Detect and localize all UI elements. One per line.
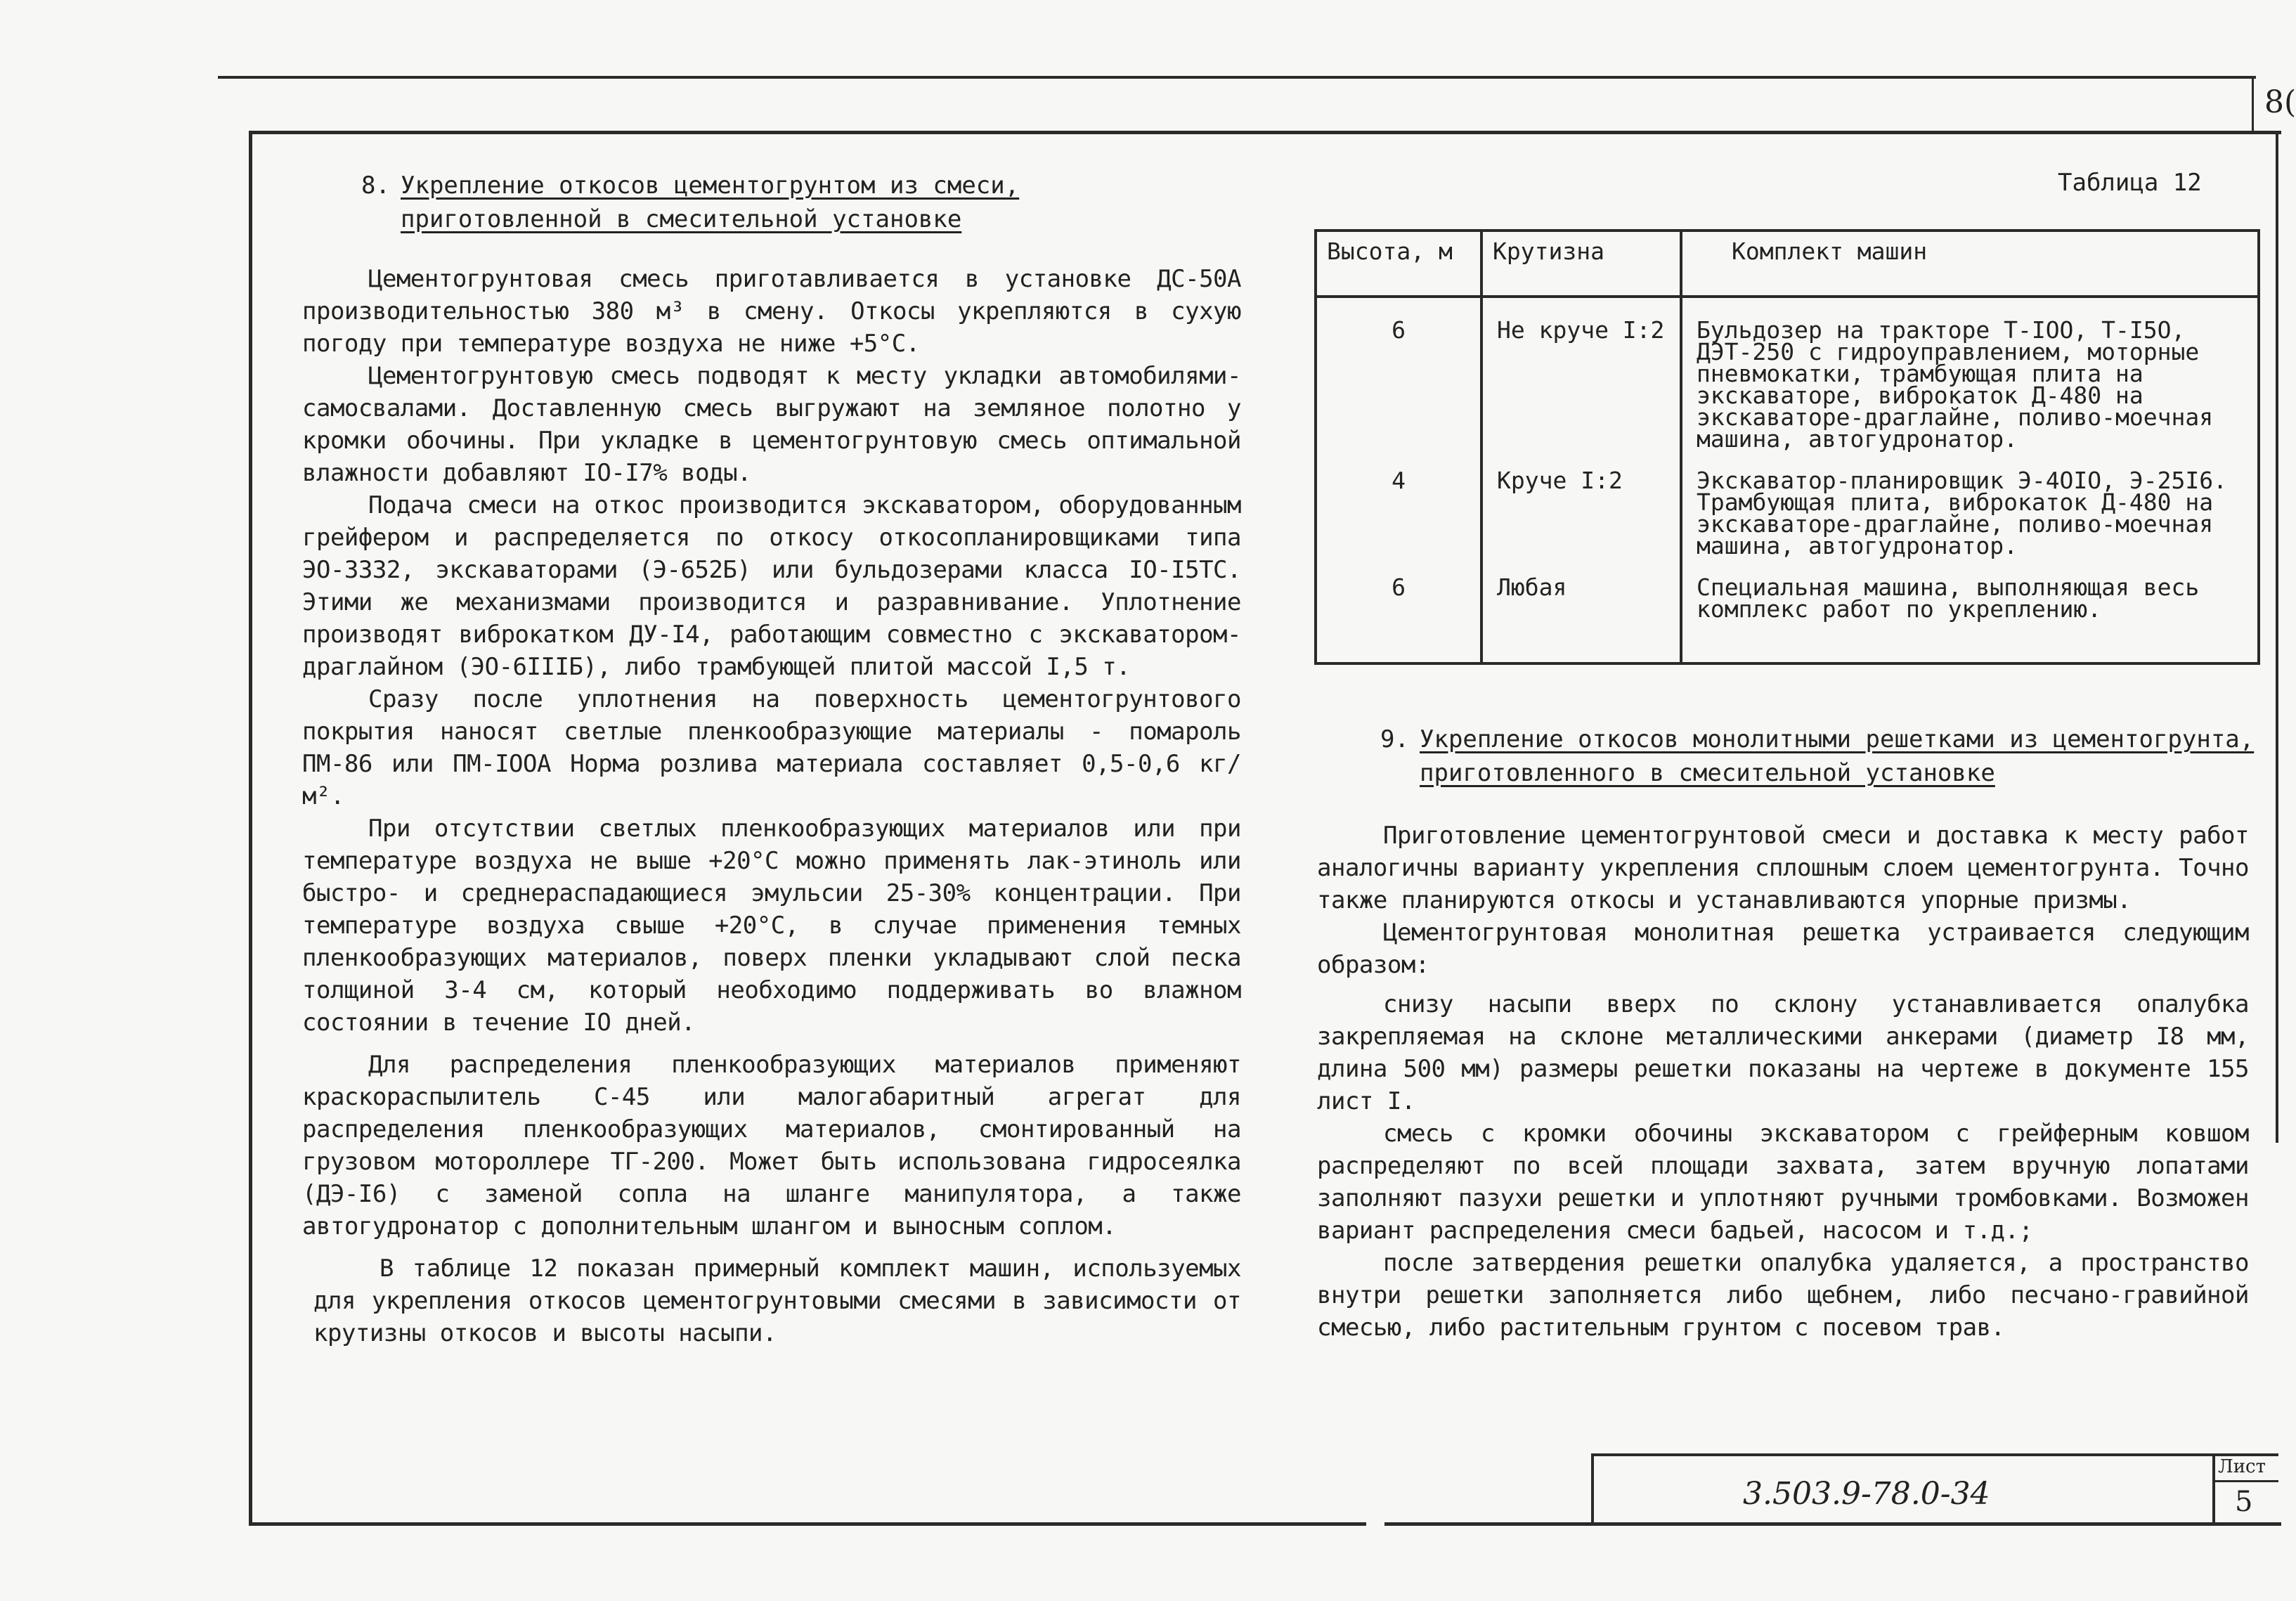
table-cell-machines: Специальная машина, выполняющая весь комплекс работ по укреплению. bbox=[1681, 557, 2259, 663]
section9-paragraph: Цементогрунтовая монолитная решетка устраивается следующим образом: bbox=[1317, 919, 2249, 979]
section9-body bbox=[1317, 819, 2249, 1344]
table-row bbox=[1316, 450, 2259, 557]
section9-title-line2: приготовленного в смесительной установке bbox=[1420, 759, 1995, 787]
section9-paragraph: смесь с кромки обочины экскаватором с грейферным ковшом распределяют по всей площади захвата, затем вручную лопатами заполняют пазухи решетки и уплотняют ручными тромбовками. Возможен вариант распределения смеси бадьей, насосом и т.д.; bbox=[1317, 1120, 2249, 1245]
frame-right-line bbox=[2276, 131, 2278, 1143]
table-cell-height: 6 bbox=[1316, 297, 1481, 450]
right-margin-line bbox=[2252, 76, 2254, 132]
table-caption: Таблица 12 bbox=[2058, 169, 2202, 197]
section8-paragraph: Цементогрунтовая смесь приготавливается в установке ДС-50А производительностью 380 м³ в смену. Откосы укрепляются в сухую погоду при температуре воздуха не ниже +5°С. bbox=[302, 265, 1241, 358]
stamp-divider-line bbox=[2212, 1453, 2215, 1525]
table-cell-height: 6 bbox=[1316, 557, 1481, 663]
section9-heading bbox=[1380, 722, 2254, 790]
frame-bottom-line-right bbox=[1384, 1522, 2281, 1526]
frame-top-line bbox=[250, 131, 2281, 134]
section8-body bbox=[302, 263, 1241, 1349]
machines-table bbox=[1314, 229, 2260, 665]
table-cell-machines: Бульдозер на тракторе Т-IOO, Т-I5O, ДЭТ-250 с гидроуправлением, моторные пневмокатки, трамбующая плита на экскаваторе, виброкаток Д-480 на экскаваторе-драглайне, поливо-моечная машина, автогудронатор. bbox=[1681, 297, 2259, 450]
section8-paragraph: При отсутствии светлых пленкообразующих материалов или при температуре воздуха не выше +20°С можно применять лак-этиноль или быстро- и среднераспадающиеся эмульсии 25-30% концентрации. При температуре воздуха свыше +20°С, в случае применения темных пленкообразующих материалов, поверх пленки укладывают слой песка толщиной 3-4 см, который необходимо поддерживать во влажном состоянии в течение IO дней. bbox=[302, 815, 1241, 1037]
table-cell-machines: Экскаватор-планировщик Э-4OIO, Э-25I6. Трамбующая плита, виброкаток Д-480 на экскаваторе-драглайне, поливо-моечная машина, автогудронатор. bbox=[1681, 450, 2259, 557]
stamp-left-line bbox=[1591, 1453, 1594, 1525]
section8-paragraph: Цементогрунтовую смесь подводят к месту укладки автомобилями-самосвалами. Доставленную смесь выгружают на земляное полотно у кромки обочины. При укладке в цементогрунтовую смесь оптимальной влажности добавляют IO-I7% воды. bbox=[302, 362, 1241, 487]
table-cell-slope: Круче I:2 bbox=[1481, 450, 1681, 557]
sheet-number: 5 bbox=[2235, 1486, 2253, 1518]
table-cell-height: 4 bbox=[1316, 450, 1481, 557]
sheet-label: Лист bbox=[2218, 1456, 2266, 1477]
section8-paragraph: Для распределения пленкообразующих материалов применяют краскораспылитель С-45 или малогабаритный агрегат для распределения пленкообразующих материалов, смонтированный на грузовом мотороллере ТГ-200. Может быть использована гидросеялка (ДЭ-I6) с заменой сопла на шланге манипулятора, а также автогудронатор с дополнительным шлангом и выносным соплом. bbox=[302, 1051, 1241, 1240]
section8-paragraph: Подача смеси на откос производится экскаватором, оборудованным грейфером и распределяется по откосу откосопланировщиками типа ЭО-3332, экскаваторами (Э-652Б) или бульдозерами класса IO-I5TC. Этими же механизмами производится и разравнивание. Уплотнение производят виброкатком ДУ-I4, работающим совместно с экскаватором-драглайном (ЭО-6IIIБ), либо трамбующей плитой массой I,5 т. bbox=[302, 491, 1241, 681]
table-header-slope: Крутизна bbox=[1481, 231, 1681, 297]
section8-paragraph: Сразу после уплотнения на поверхность цементогрунтового покрытия наносят светлые пленкообразующие материалы - помароль ПМ-86 или ПМ-IOOA Норма розлива материала составляет 0,5-0,6 кг/м². bbox=[302, 685, 1241, 810]
frame-left-line bbox=[249, 131, 252, 1525]
section8-paragraph: В таблице 12 показан примерный комплект машин, используемых для укрепления откосов цементогрунтовыми смесями в зависимости от крутизны откосов и высоты насыпи. bbox=[313, 1255, 1241, 1347]
table-cell-slope: Любая bbox=[1481, 557, 1681, 663]
table-header-row bbox=[1316, 231, 2259, 297]
document-code: 3.503.9-78.0-34 bbox=[1743, 1476, 1990, 1512]
section9-number: 9. bbox=[1380, 725, 1409, 753]
section8-title-line1: Укрепление откосов цементогрунтом из смеси, bbox=[401, 171, 1020, 200]
stamp-top-line bbox=[1591, 1453, 2278, 1456]
table-row bbox=[1316, 557, 2259, 663]
section8-number: 8. bbox=[361, 171, 390, 200]
table-header-machines: Комплект машин bbox=[1681, 231, 2259, 297]
corner-mark: 8( bbox=[2264, 84, 2296, 120]
table-cell-slope: Не круче I:2 bbox=[1481, 297, 1681, 450]
top-border-line bbox=[218, 76, 2256, 79]
stamp-sheet-divider bbox=[2212, 1480, 2278, 1482]
section9-paragraph: снизу насыпи вверх по склону устанавливается опалубка закрепляемая на склоне металлическими анкерами (диаметр I8 мм, длина 500 мм) размеры решетки показаны на чертеже в документе 155 лист I. bbox=[1317, 990, 2249, 1115]
section8-heading bbox=[361, 169, 1019, 236]
table-row bbox=[1316, 297, 2259, 450]
table-header-height: Высота, м bbox=[1316, 231, 1481, 297]
section8-title-line2: приготовленной в смесительной установке bbox=[401, 205, 962, 233]
section9-title-line1: Укрепление откосов монолитными решетками из цементогрунта, bbox=[1420, 725, 2255, 753]
section9-paragraph: Приготовление цементогрунтовой смеси и доставка к месту работ аналогичны варианту укрепления сплошным слоем цементогрунта. Точно также планируются откосы и устанавливаются упорные призмы. bbox=[1317, 822, 2249, 914]
frame-bottom-line-left bbox=[249, 1522, 1366, 1526]
section9-paragraph: после затвердения решетки опалубка удаляется, а пространство внутри решетки заполняется либо щебнем, либо песчано-гравийной смесью, либо растительным грунтом с посевом трав. bbox=[1317, 1249, 2249, 1342]
